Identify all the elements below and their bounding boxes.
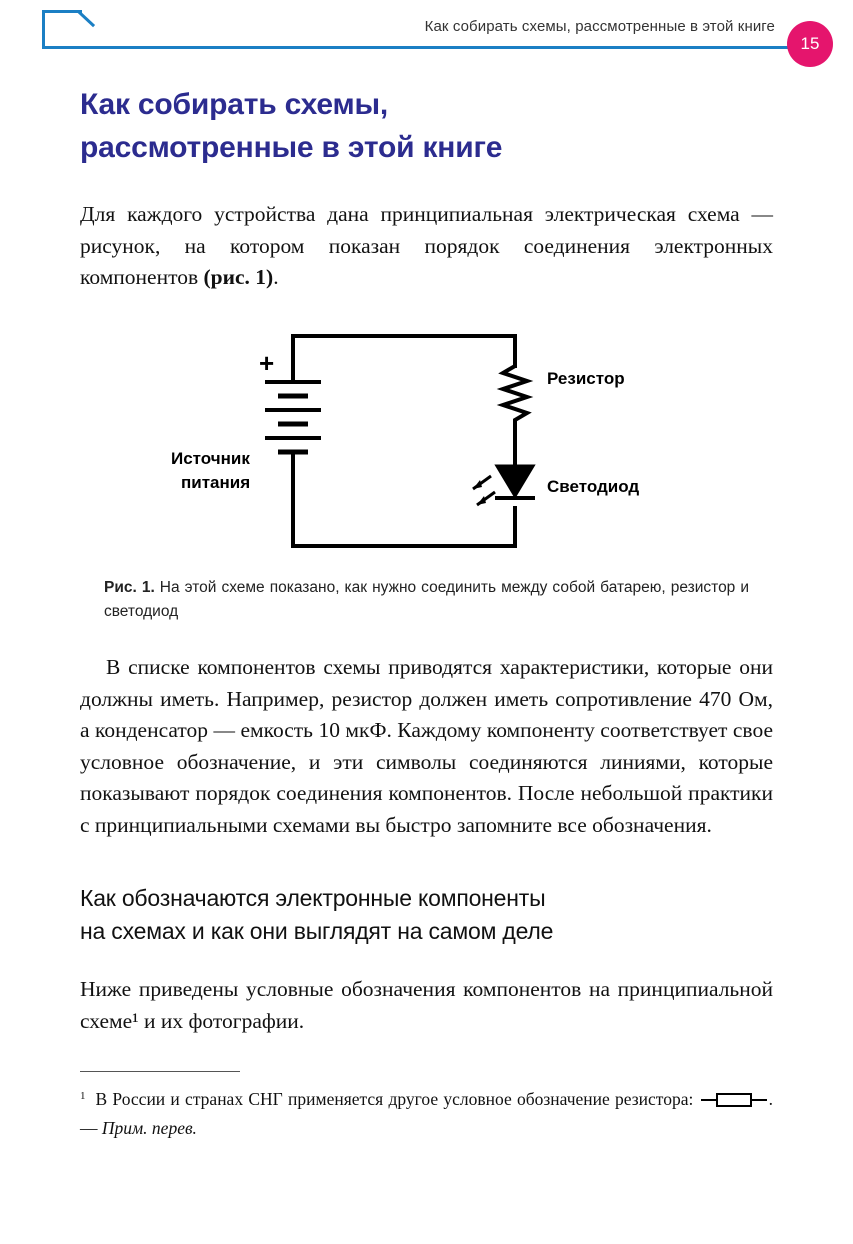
page-content: [80, 84, 773, 1141]
section-title-line-1: Как обозначаются электронные компоненты: [80, 884, 546, 911]
resistor-symbol: [503, 366, 527, 426]
footnote-translator-note: Прим. перев.: [101, 1117, 197, 1138]
footnote-text-part-2: . —: [80, 1089, 773, 1138]
figure-caption-label: Рис. 1.: [104, 578, 155, 596]
chapter-title-line-1: Как собирать схемы,: [80, 88, 389, 121]
battery-symbol: [265, 382, 321, 452]
section-title: [80, 882, 773, 949]
intro-figure-ref: (рис. 1): [203, 265, 274, 290]
body-paragraph-3: Ниже приведены условные обозначения компонентов на принципиальной схеме¹ и их фотографии.: [80, 977, 773, 1033]
chapter-title-line-2: рассмотренные в этой книге: [80, 130, 503, 164]
figure-caption-text: На этой схеме показано, как нужно соединить между собой батарею, резистор и светодиод: [104, 578, 750, 620]
section-title-line-2: на схемах и как они выглядят на самом деле: [80, 917, 554, 944]
header-rule: [42, 46, 802, 49]
led-symbol: [473, 466, 535, 505]
intro-text-part-1: Для каждого устройства дана принципиальная электрическая схема — рисунок, на котором показан порядок соединения электронных компонентов: [80, 202, 773, 290]
footnote-marker: 1: [80, 1089, 86, 1102]
chapter-title: [80, 84, 773, 169]
figure-caption: [80, 576, 773, 624]
intro-paragraph: [80, 199, 773, 294]
footnote: [80, 1086, 773, 1140]
page-number-badge: 15: [787, 21, 833, 67]
page-header: [0, 0, 853, 62]
running-title: Как собирать схемы, рассмотренные в этой книге: [424, 18, 775, 35]
label-power-line-2: питания: [180, 472, 250, 492]
body-paragraph-2: В списке компонентов схемы приводятся характеристики, которые они должны иметь. Например, резистор должен иметь сопротивление 470 Ом, а конденсатор — емкость 10 мкФ. Каждому компоненту соответствует свое условное обозначение, и эти символы соединяются линиями, которые показывают порядок соединения компонентов. После небольшой практики с принципиальными схемами вы быстро запомните все обозначения.: [80, 655, 773, 837]
label-led: Светодиод: [546, 476, 639, 496]
resistor-symbol-icon: [701, 1088, 767, 1114]
header-corner-tab: [42, 10, 82, 49]
circuit-diagram-svg: [147, 316, 707, 566]
label-power-line-1: Источник: [170, 448, 250, 468]
label-resistor: Резистор: [546, 368, 625, 388]
label-plus: +: [258, 347, 274, 378]
intro-text-part-2: .: [273, 265, 279, 290]
footnote-divider: [80, 1071, 240, 1072]
circuit-figure: [80, 316, 773, 568]
footnote-text-part-1: В России и странах СНГ применяется другое условное обозначение резистора:: [95, 1089, 699, 1110]
